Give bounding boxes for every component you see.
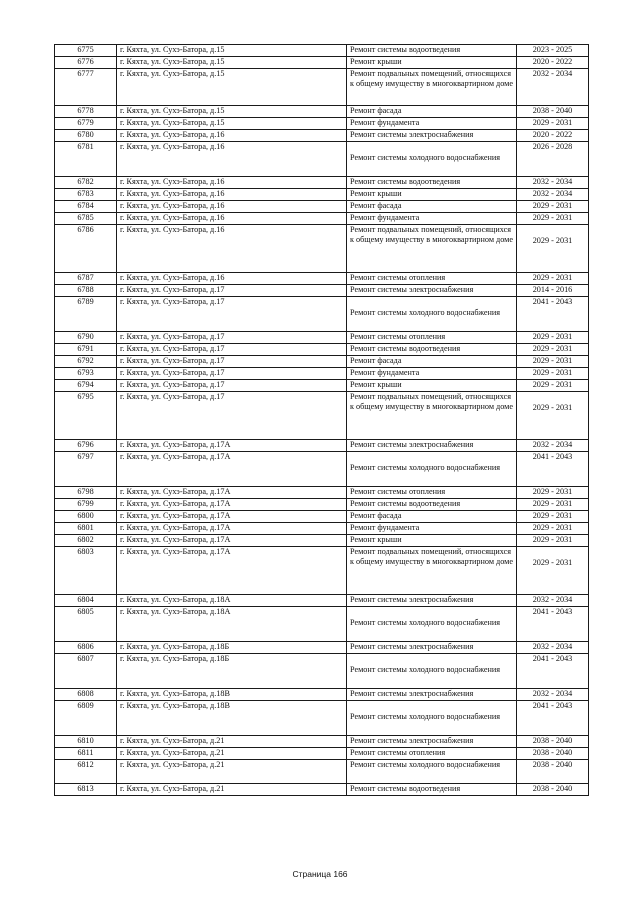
table-row [55, 499, 589, 511]
row-period: 2041 - 2043 [517, 654, 589, 689]
row-period: 2029 - 2031 [517, 547, 589, 595]
row-address: г. Кяхта, ул. Сухэ-Батора, д.17А [117, 452, 347, 487]
row-work-type: Ремонт крыши [347, 535, 517, 547]
row-number: 6782 [55, 177, 117, 189]
row-address: г. Кяхта, ул. Сухэ-Батора, д.17 [117, 285, 347, 297]
row-period: 2020 - 2022 [517, 130, 589, 142]
table-row [55, 344, 589, 356]
row-number: 6796 [55, 440, 117, 452]
row-period: 2041 - 2043 [517, 452, 589, 487]
table-row [55, 225, 589, 273]
row-address: г. Кяхта, ул. Сухэ-Батора, д.18А [117, 607, 347, 642]
row-work-type: Ремонт подвальных помещений, относящихся к общему имуществу в многоквартирном доме [347, 69, 517, 106]
row-address: г. Кяхта, ул. Сухэ-Батора, д.16 [117, 225, 347, 273]
row-address: г. Кяхта, ул. Сухэ-Батора, д.17 [117, 392, 347, 440]
row-period: 2029 - 2031 [517, 511, 589, 523]
row-work-type: Ремонт фундамента [347, 368, 517, 380]
table-row [55, 392, 589, 440]
row-period: 2029 - 2031 [517, 356, 589, 368]
row-work-type: Ремонт крыши [347, 189, 517, 201]
row-address: г. Кяхта, ул. Сухэ-Батора, д.21 [117, 760, 347, 784]
row-number: 6806 [55, 642, 117, 654]
row-period: 2029 - 2031 [517, 332, 589, 344]
table-row [55, 440, 589, 452]
row-work-type: Ремонт фундамента [347, 523, 517, 535]
row-work-type: Ремонт фасада [347, 106, 517, 118]
table-row [55, 642, 589, 654]
row-work-type: Ремонт системы холодного водоснабжения [347, 654, 517, 689]
row-address: г. Кяхта, ул. Сухэ-Батора, д.16 [117, 177, 347, 189]
row-address: г. Кяхта, ул. Сухэ-Батора, д.17 [117, 356, 347, 368]
row-number: 6795 [55, 392, 117, 440]
row-address: г. Кяхта, ул. Сухэ-Батора, д.17 [117, 344, 347, 356]
table-row [55, 547, 589, 595]
row-work-type: Ремонт фасада [347, 201, 517, 213]
row-period: 2038 - 2040 [517, 106, 589, 118]
table-row [55, 118, 589, 130]
row-period: 2032 - 2034 [517, 595, 589, 607]
table-row [55, 57, 589, 69]
row-work-type: Ремонт системы водоотведения [347, 344, 517, 356]
row-work-type: Ремонт системы отопления [347, 487, 517, 499]
row-work-type: Ремонт подвальных помещений, относящихся к общему имуществу в многоквартирном доме [347, 547, 517, 595]
table-row [55, 595, 589, 607]
row-period: 2029 - 2031 [517, 392, 589, 440]
row-work-type: Ремонт системы водоотведения [347, 45, 517, 57]
table-row [55, 69, 589, 106]
row-address: г. Кяхта, ул. Сухэ-Батора, д.16 [117, 142, 347, 177]
row-number: 6805 [55, 607, 117, 642]
row-address: г. Кяхта, ул. Сухэ-Батора, д.15 [117, 57, 347, 69]
table-row [55, 511, 589, 523]
row-period: 2029 - 2031 [517, 380, 589, 392]
row-work-type: Ремонт системы холодного водоснабжения [347, 701, 517, 736]
row-number: 6803 [55, 547, 117, 595]
row-work-type: Ремонт системы холодного водоснабжения [347, 760, 517, 784]
row-number: 6812 [55, 760, 117, 784]
row-address: г. Кяхта, ул. Сухэ-Батора, д.17 [117, 297, 347, 332]
row-period: 2029 - 2031 [517, 535, 589, 547]
works-table [54, 44, 589, 796]
row-address: г. Кяхта, ул. Сухэ-Батора, д.17А [117, 499, 347, 511]
row-number: 6781 [55, 142, 117, 177]
row-number: 6776 [55, 57, 117, 69]
row-address: г. Кяхта, ул. Сухэ-Батора, д.18В [117, 701, 347, 736]
table-row [55, 201, 589, 213]
row-work-type: Ремонт фундамента [347, 213, 517, 225]
row-period: 2029 - 2031 [517, 213, 589, 225]
table-row [55, 784, 589, 796]
table-row [55, 607, 589, 642]
row-work-type: Ремонт системы холодного водоснабжения [347, 452, 517, 487]
row-period: 2029 - 2031 [517, 487, 589, 499]
row-number: 6802 [55, 535, 117, 547]
row-period: 2014 - 2016 [517, 285, 589, 297]
row-number: 6784 [55, 201, 117, 213]
row-work-type: Ремонт системы водоотведения [347, 784, 517, 796]
row-work-type: Ремонт системы электроснабжения [347, 595, 517, 607]
row-number: 6793 [55, 368, 117, 380]
row-work-type: Ремонт системы электроснабжения [347, 130, 517, 142]
row-address: г. Кяхта, ул. Сухэ-Батора, д.18Б [117, 654, 347, 689]
row-number: 6785 [55, 213, 117, 225]
row-period: 2038 - 2040 [517, 760, 589, 784]
row-address: г. Кяхта, ул. Сухэ-Батора, д.21 [117, 748, 347, 760]
row-number: 6797 [55, 452, 117, 487]
row-period: 2038 - 2040 [517, 784, 589, 796]
row-work-type: Ремонт фасада [347, 511, 517, 523]
row-period: 2029 - 2031 [517, 225, 589, 273]
row-number: 6775 [55, 45, 117, 57]
row-period: 2041 - 2043 [517, 297, 589, 332]
row-work-type: Ремонт подвальных помещений, относящихся к общему имуществу в многоквартирном доме [347, 392, 517, 440]
row-period: 2029 - 2031 [517, 118, 589, 130]
row-period: 2041 - 2043 [517, 607, 589, 642]
table-row [55, 701, 589, 736]
row-address: г. Кяхта, ул. Сухэ-Батора, д.15 [117, 106, 347, 118]
row-work-type: Ремонт системы отопления [347, 748, 517, 760]
row-period: 2029 - 2031 [517, 368, 589, 380]
page-number: Страница 166 [292, 869, 348, 879]
table-row [55, 213, 589, 225]
table-row [55, 297, 589, 332]
row-address: г. Кяхта, ул. Сухэ-Батора, д.21 [117, 736, 347, 748]
row-number: 6801 [55, 523, 117, 535]
row-number: 6779 [55, 118, 117, 130]
row-work-type: Ремонт системы холодного водоснабжения [347, 607, 517, 642]
row-work-type: Ремонт системы отопления [347, 273, 517, 285]
row-address: г. Кяхта, ул. Сухэ-Батора, д.18Б [117, 642, 347, 654]
row-address: г. Кяхта, ул. Сухэ-Батора, д.17 [117, 368, 347, 380]
row-address: г. Кяхта, ул. Сухэ-Батора, д.17А [117, 535, 347, 547]
row-period: 2041 - 2043 [517, 701, 589, 736]
table-row [55, 535, 589, 547]
row-work-type: Ремонт системы электроснабжения [347, 285, 517, 297]
table-row [55, 452, 589, 487]
row-number: 6791 [55, 344, 117, 356]
row-number: 6808 [55, 689, 117, 701]
row-address: г. Кяхта, ул. Сухэ-Батора, д.17А [117, 487, 347, 499]
row-address: г. Кяхта, ул. Сухэ-Батора, д.16 [117, 130, 347, 142]
row-address: г. Кяхта, ул. Сухэ-Батора, д.17А [117, 523, 347, 535]
row-number: 6809 [55, 701, 117, 736]
row-work-type: Ремонт системы электроснабжения [347, 642, 517, 654]
row-address: г. Кяхта, ул. Сухэ-Батора, д.17А [117, 547, 347, 595]
works-table-body [55, 45, 589, 796]
row-work-type: Ремонт системы холодного водоснабжения [347, 142, 517, 177]
row-work-type: Ремонт системы электроснабжения [347, 440, 517, 452]
table-row [55, 689, 589, 701]
table-row [55, 736, 589, 748]
row-address: г. Кяхта, ул. Сухэ-Батора, д.17А [117, 511, 347, 523]
row-number: 6794 [55, 380, 117, 392]
row-address: г. Кяхта, ул. Сухэ-Батора, д.15 [117, 118, 347, 130]
table-row [55, 45, 589, 57]
row-work-type: Ремонт фасада [347, 356, 517, 368]
row-number: 6800 [55, 511, 117, 523]
row-number: 6788 [55, 285, 117, 297]
table-row [55, 285, 589, 297]
table-row [55, 380, 589, 392]
row-period: 2032 - 2034 [517, 689, 589, 701]
row-address: г. Кяхта, ул. Сухэ-Батора, д.16 [117, 213, 347, 225]
table-row [55, 487, 589, 499]
table-row [55, 760, 589, 784]
row-address: г. Кяхта, ул. Сухэ-Батора, д.16 [117, 273, 347, 285]
row-period: 2038 - 2040 [517, 736, 589, 748]
row-period: 2032 - 2034 [517, 440, 589, 452]
table-row [55, 332, 589, 344]
table-row [55, 748, 589, 760]
table-row [55, 523, 589, 535]
row-number: 6786 [55, 225, 117, 273]
row-number: 6780 [55, 130, 117, 142]
row-period: 2032 - 2034 [517, 69, 589, 106]
table-row [55, 368, 589, 380]
row-address: г. Кяхта, ул. Сухэ-Батора, д.21 [117, 784, 347, 796]
row-work-type: Ремонт крыши [347, 380, 517, 392]
row-work-type: Ремонт крыши [347, 57, 517, 69]
table-row [55, 130, 589, 142]
row-work-type: Ремонт системы водоотведения [347, 177, 517, 189]
table-row [55, 356, 589, 368]
row-address: г. Кяхта, ул. Сухэ-Батора, д.15 [117, 69, 347, 106]
row-period: 2029 - 2031 [517, 499, 589, 511]
row-work-type: Ремонт системы холодного водоснабжения [347, 297, 517, 332]
row-work-type: Ремонт системы электроснабжения [347, 689, 517, 701]
row-work-type: Ремонт системы водоотведения [347, 499, 517, 511]
row-work-type: Ремонт подвальных помещений, относящихся к общему имуществу в многоквартирном доме [347, 225, 517, 273]
row-number: 6790 [55, 332, 117, 344]
row-number: 6807 [55, 654, 117, 689]
table-row [55, 106, 589, 118]
row-address: г. Кяхта, ул. Сухэ-Батора, д.17А [117, 440, 347, 452]
table-row [55, 654, 589, 689]
row-work-type: Ремонт системы электроснабжения [347, 736, 517, 748]
row-number: 6777 [55, 69, 117, 106]
row-period: 2029 - 2031 [517, 273, 589, 285]
row-number: 6792 [55, 356, 117, 368]
row-work-type: Ремонт фундамента [347, 118, 517, 130]
row-period: 2029 - 2031 [517, 523, 589, 535]
row-period: 2029 - 2031 [517, 344, 589, 356]
row-address: г. Кяхта, ул. Сухэ-Батора, д.16 [117, 201, 347, 213]
row-period: 2032 - 2034 [517, 177, 589, 189]
row-work-type: Ремонт системы отопления [347, 332, 517, 344]
row-address: г. Кяхта, ул. Сухэ-Батора, д.16 [117, 189, 347, 201]
row-number: 6804 [55, 595, 117, 607]
row-number: 6789 [55, 297, 117, 332]
table-row [55, 273, 589, 285]
row-number: 6798 [55, 487, 117, 499]
row-number: 6811 [55, 748, 117, 760]
row-address: г. Кяхта, ул. Сухэ-Батора, д.17 [117, 380, 347, 392]
row-period: 2032 - 2034 [517, 642, 589, 654]
row-address: г. Кяхта, ул. Сухэ-Батора, д.18В [117, 689, 347, 701]
row-address: г. Кяхта, ул. Сухэ-Батора, д.15 [117, 45, 347, 57]
row-address: г. Кяхта, ул. Сухэ-Батора, д.18А [117, 595, 347, 607]
row-number: 6783 [55, 189, 117, 201]
row-period: 2026 - 2028 [517, 142, 589, 177]
row-period: 2029 - 2031 [517, 201, 589, 213]
row-number: 6810 [55, 736, 117, 748]
row-number: 6799 [55, 499, 117, 511]
row-period: 2023 - 2025 [517, 45, 589, 57]
table-row [55, 189, 589, 201]
row-number: 6813 [55, 784, 117, 796]
row-number: 6787 [55, 273, 117, 285]
row-period: 2020 - 2022 [517, 57, 589, 69]
table-row [55, 142, 589, 177]
row-number: 6778 [55, 106, 117, 118]
row-period: 2032 - 2034 [517, 189, 589, 201]
table-row [55, 177, 589, 189]
row-address: г. Кяхта, ул. Сухэ-Батора, д.17 [117, 332, 347, 344]
row-period: 2038 - 2040 [517, 748, 589, 760]
